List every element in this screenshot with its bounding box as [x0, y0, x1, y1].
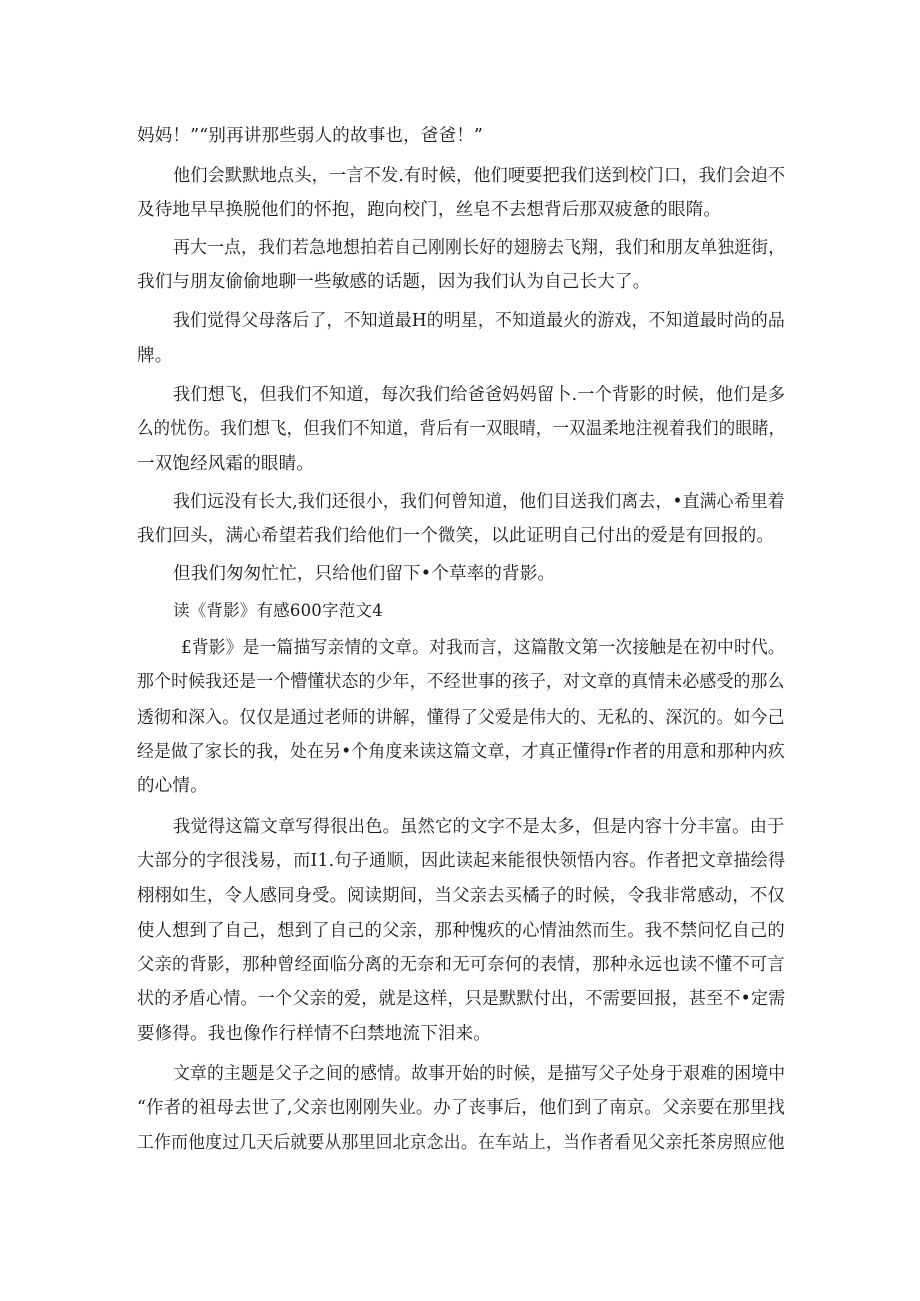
text-line: 那个时候我还是一个懵懂状态的少年，不经世事的孩子，对文章的真情未必感受的那么	[137, 672, 785, 692]
text-line: 透彻和深入。仅仅是通过老师的讲解，懂得了父爱是伟大的、无私的、深沉的。如今己	[137, 708, 785, 728]
text-line: 我们与朋友偷偷地聊一些敏感的话题，因为我们认为自己长大了。	[137, 272, 651, 292]
text-line: 一双饱经风霜的眼睛。	[137, 454, 314, 474]
text-line: 妈妈！”“别再讲那些弱人的故事也，爸爸！”	[137, 126, 484, 146]
text-line: 我们远没有长大,我们还很小，我们何曾知道，他们目送我们离去，•直满心希里着	[173, 492, 785, 512]
text-line: 及待地早早换脱他们的怀抱，跑向校门，丝皂不去想背后那双疲惫的眼隋。	[137, 200, 722, 220]
text-line: 的心情。	[137, 776, 208, 796]
text-line: 父亲的背影，那种曾经面临分离的无奈和无可奈何的表情，那种永远也读不懂不可言	[137, 955, 785, 975]
text-line: £背影》是一篇描写亲情的文章。对我而言，这篇散文第一次接触是在初中时代。	[181, 638, 785, 658]
text-line: 经是做了家长的我，处在另•个角度来读这篇文章，才真正懂得r作者的用意和那种内疚	[137, 742, 785, 762]
text-line: 我们想飞，但我们不知道，每次我们给爸爸妈妈留卜.一个背影的时候，他们是多	[173, 385, 786, 405]
text-line: 但我们匆匆忙忙，只给他们留下•个草率的背影。	[173, 564, 556, 584]
text-line: 栩栩如生，令人感同身受。阅读期间，当父亲去买橘子的时候，令我非常感动，不仅	[137, 886, 785, 906]
text-line: 要修得。我也像作行样情不臼禁地流下泪来。	[137, 1024, 491, 1044]
text-line: 他们会默默地点头，一言不发.有时候，他们哽要把我们送到校门口，我们会迫不	[173, 166, 786, 186]
text-line: 再大一点，我们若急地想拍若自己刚刚长好的翅膀去飞翔，我们和朋友单独逛街，	[173, 238, 786, 258]
text-line: 么的忧伤。我们想飞，但我们不知道，背后有一双眼晴，一双温柔地注视着我们的眼睹，	[137, 419, 786, 439]
text-line: 文章的主题是父子之间的感情。故事开始的时候，是描写父子处身于艰难的困境中	[173, 1064, 786, 1084]
text-line: 使人想到了自己，想到了自己的父亲，那种愧疚的心情油然而生。我不禁问忆自己的	[137, 921, 785, 941]
text-line: 我们觉得父母落后了，不知道最H的明星，不知道最火的游戏，不知道最时尚的品	[173, 311, 785, 331]
text-line: 我觉得这篇文章写得很出色。虽然它的文字不是太多，但是内容十分丰富。由于	[173, 817, 785, 837]
text-line: “作者的祖母去世了,父亲也刚刚失业。办了丧事后，他们到了南京。父亲要在那里找	[137, 1098, 786, 1118]
text-line: 状的矛盾心情。一个父亲的爱，就是这样，只是默默付出，不需要回报，甚至不•定需	[137, 989, 786, 1009]
text-line: 牌。	[137, 346, 173, 366]
section-heading: 读《背影》有感600字范文4	[173, 601, 383, 620]
text-line: 我们回头，满心希望若我们给他们一个微笑，以此证明自己付出的爱是有回报的。	[137, 526, 775, 546]
text-line: 大部分的字很浅易，而I1.句子通顺，因此读起来能很快领悟内容。作者把文章描绘得	[137, 851, 786, 871]
text-line: 工作而他度过几天后就要从那里回北京念出。在车站上，当作者看见父亲托茶房照应他	[137, 1133, 785, 1153]
